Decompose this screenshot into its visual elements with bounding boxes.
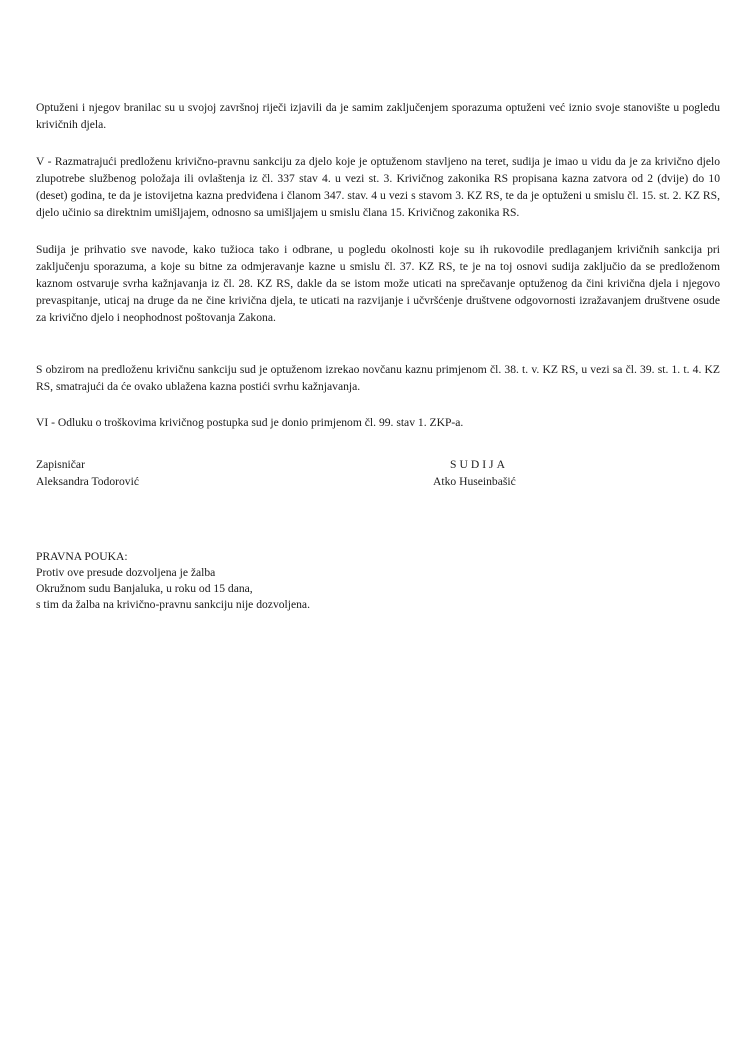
legal-notice-line: Okružnom sudu Banjaluka, u roku od 15 dana, xyxy=(36,582,253,595)
paragraph-fine-sentence: S obzirom na predloženu krivičnu sankciju sud je optuženom izrekao novčanu kaznu primjenom čl. 38. t. v. KZ RS, u vezi sa čl. 39. st. 1. t. 4. KZ RS, smatrajući da će ovako ublažena kazna postići svrhu kažnjavanja. xyxy=(36,363,720,393)
legal-notice-line: Protiv ove presude dozvoljena je žalba xyxy=(36,566,216,579)
judge-name: Atko Huseinbašić xyxy=(433,475,516,488)
legal-notice-line: s tim da žalba na krivično-pravnu sankciju nije dozvoljena. xyxy=(36,598,310,611)
paragraph-section-v: V - Razmatrajući predloženu krivično-pravnu sankciju za djelo koje je optuženom stavljeno na teret, sudija je imao u vidu da je za krivično djelo zlupotrebe službenog položaja ili ovlaštenja iz čl. 337 stav 4. u vezi st. 3. Krivičnog zakonika RS propisana kazna zatvora od 2 (dvije) do 10 (deset) godina, te da je istovijetna kazna predviđena i članom 347. stav. 4 u vezi s stavom 3. KZ RS, te da je optuženi u smislu čl. 15. st. 2. KZ RS, djelo učinio sa direktnim umišljajem, odnosno sa umišljajem u smislu člana 15. Krivičnog zakonika RS. xyxy=(36,155,720,219)
judge-role: SUDIJA xyxy=(450,458,508,471)
legal-notice-heading: PRAVNA POUKA: xyxy=(36,550,128,563)
clerk-signature-block xyxy=(36,456,139,490)
legal-notice xyxy=(36,549,310,613)
clerk-role: Zapisničar xyxy=(36,458,85,471)
paragraph-section-vi: VI - Odluku o troškovima krivičnog postupka sud je donio primjenom čl. 99. stav 1. ZKP-a. xyxy=(36,416,464,429)
paragraph-closing-statements: Optuženi i njegov branilac su u svojoj završnoj riječi izjavili da je samim zaključenjem sporazuma optuženi već iznio svoje stanovište u pogledu krivičnih djela. xyxy=(36,101,720,131)
clerk-name: Aleksandra Todorović xyxy=(36,475,139,488)
paragraph-judge-acceptance: Sudija je prihvatio sve navode, kako tužioca tako i odbrane, u pogledu okolnosti koje su ih rukovodile predlaganjem krivičnih sankcija pri zaključenju sporazuma, a koje su bitne za odmjeravanje kazne u smislu čl. 37. KZ RS, te je na toj osnovi sudija zaključio da se predloženom kaznom ostvaruje svrha kažnjavanja iz čl. 28. KZ RS, dakle da se istom može uticati na sprečavanje optuženog da čini krivična djela i njegovo prevaspitanje, uticaj na druge da ne čine krivična djela, te uticati na razvijanje i učvršćenje društvene odgovornosti izražavanjem društvene osude za krivično djelo i neophodnost poštovanja Zakona. xyxy=(36,243,720,324)
